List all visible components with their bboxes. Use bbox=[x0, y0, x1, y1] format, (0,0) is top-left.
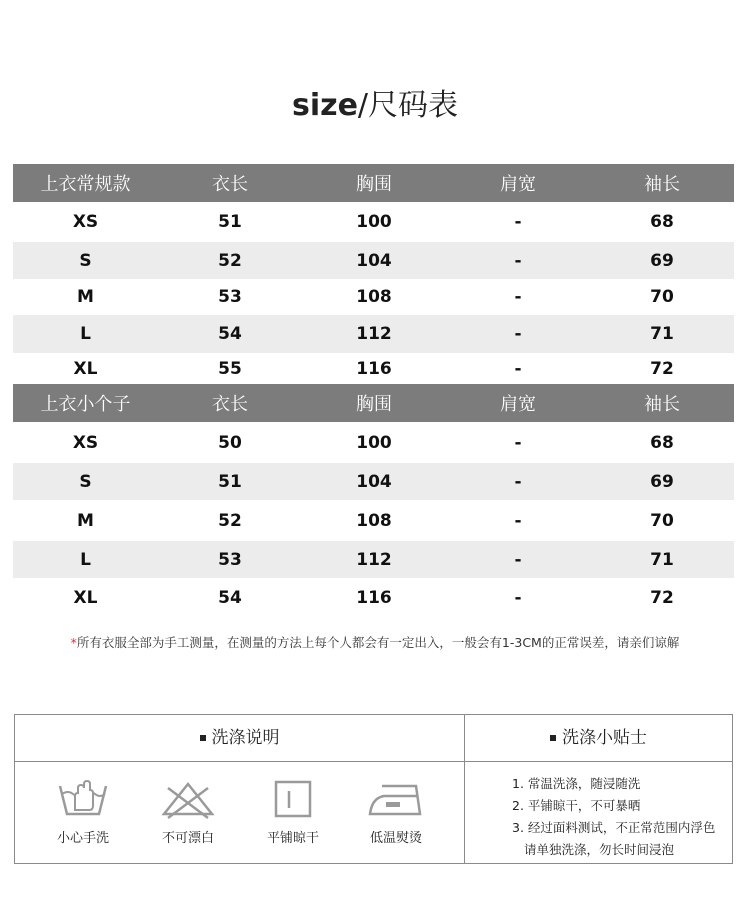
care-item-hand-wash bbox=[38, 780, 128, 846]
table-cell: 72 bbox=[650, 588, 674, 608]
table-cell: 72 bbox=[650, 358, 674, 379]
table-row bbox=[13, 353, 734, 384]
table-cell: 112 bbox=[356, 324, 392, 344]
table-cell: S bbox=[79, 471, 92, 492]
table-cell: - bbox=[514, 324, 522, 344]
table-cell: XS bbox=[72, 432, 99, 453]
title-en: size bbox=[291, 88, 358, 123]
table-cell: 70 bbox=[650, 287, 674, 307]
washing-tips-header bbox=[465, 715, 732, 761]
table-header-row bbox=[13, 384, 734, 422]
table-cell: 53 bbox=[218, 287, 242, 307]
table-row bbox=[13, 578, 734, 618]
table-cell: 100 bbox=[356, 432, 392, 453]
table-cell: 70 bbox=[650, 510, 674, 531]
table-cell: 116 bbox=[356, 588, 392, 608]
table-cell: XL bbox=[73, 588, 98, 608]
table-cell: 68 bbox=[650, 432, 674, 453]
table-cell: S bbox=[79, 250, 92, 271]
table-cell: 51 bbox=[218, 212, 242, 232]
washing-instructions-title: 洗涤说明 bbox=[211, 728, 280, 748]
table-row bbox=[13, 279, 734, 315]
table-row bbox=[13, 541, 734, 578]
table-cell: 54 bbox=[218, 588, 242, 608]
care-item-no-bleach bbox=[143, 780, 233, 846]
table-row bbox=[13, 202, 734, 242]
care-icons bbox=[15, 762, 464, 863]
table-cell: - bbox=[514, 212, 522, 232]
washing-tips-list bbox=[512, 773, 715, 861]
table-cell: - bbox=[514, 287, 522, 307]
table-cell: 116 bbox=[356, 358, 392, 379]
table-cell: - bbox=[514, 250, 522, 271]
table-cell: 104 bbox=[356, 250, 392, 271]
table-cell: L bbox=[80, 549, 91, 570]
table-cell: 100 bbox=[356, 212, 392, 232]
tip-item: 3. 经过面料测试，不正常范围内浮色 bbox=[512, 820, 716, 835]
table-cell: XS bbox=[72, 212, 99, 232]
header-cell: 上衣小个子 bbox=[40, 394, 131, 415]
title-cn: /尺码表 bbox=[357, 88, 459, 123]
table-row bbox=[13, 500, 734, 541]
table-cell: 53 bbox=[218, 549, 242, 570]
bullet-square-icon bbox=[200, 735, 206, 741]
note-star: * bbox=[70, 635, 77, 650]
table-cell: - bbox=[514, 588, 522, 608]
table-cell: 69 bbox=[650, 250, 674, 271]
table-cell: M bbox=[77, 287, 94, 307]
table-cell: 112 bbox=[356, 549, 392, 570]
table-cell: 52 bbox=[218, 250, 242, 271]
table-cell: XL bbox=[73, 358, 98, 379]
care-label: 低温熨烫 bbox=[369, 831, 422, 846]
note-text: 所有衣服全部为手工测量，在测量的方法上每个人都会有一定出入，一般会有1-3CM的正常误差，请亲们谅解 bbox=[76, 635, 680, 650]
table-cell: 50 bbox=[218, 432, 242, 453]
tip-item: 2. 平铺晾干，不可暴晒 bbox=[512, 798, 641, 813]
low-iron-icon bbox=[366, 780, 426, 820]
header-cell: 袖长 bbox=[644, 394, 680, 415]
table-cell: - bbox=[514, 358, 522, 379]
table-cell: M bbox=[77, 510, 94, 531]
dry-flat-icon bbox=[265, 780, 321, 820]
size-table-regular bbox=[13, 164, 734, 384]
table-cell: 52 bbox=[218, 510, 242, 531]
header-cell: 肩宽 bbox=[500, 394, 536, 415]
tip-item: 请单独洗涤，勿长时间浸泡 bbox=[524, 842, 675, 857]
hand-wash-icon bbox=[55, 780, 111, 820]
table-cell: 68 bbox=[650, 212, 674, 232]
table-cell: - bbox=[514, 549, 522, 570]
table-cell: 108 bbox=[356, 510, 392, 531]
care-label: 平铺晾干 bbox=[266, 831, 319, 846]
tip-item: 1. 常温洗涤，随浸随洗 bbox=[512, 776, 641, 791]
header-cell: 肩宽 bbox=[500, 174, 536, 195]
header-cell: 胸围 bbox=[356, 394, 392, 415]
header-cell: 上衣常规款 bbox=[40, 174, 131, 195]
table-cell: 71 bbox=[650, 549, 674, 570]
table-cell: 54 bbox=[218, 324, 242, 344]
table-cell: - bbox=[514, 510, 522, 531]
table-row bbox=[13, 422, 734, 463]
table-cell: L bbox=[80, 324, 91, 344]
care-item-low-iron bbox=[351, 780, 441, 846]
header-cell: 衣长 bbox=[212, 174, 248, 195]
header-cell: 衣长 bbox=[212, 394, 248, 415]
table-row bbox=[13, 315, 734, 353]
table-header-row bbox=[13, 164, 734, 202]
table-cell: - bbox=[514, 432, 522, 453]
no-bleach-icon bbox=[160, 780, 216, 820]
washing-instructions-header bbox=[15, 715, 464, 761]
care-item-dry-flat bbox=[248, 780, 338, 846]
table-row bbox=[13, 463, 734, 500]
page-title bbox=[0, 86, 750, 126]
care-label: 不可漂白 bbox=[161, 831, 214, 846]
table-row bbox=[13, 242, 734, 279]
table-cell: 104 bbox=[356, 471, 392, 492]
table-cell: 69 bbox=[650, 471, 674, 492]
table-cell: 51 bbox=[218, 471, 242, 492]
header-cell: 胸围 bbox=[356, 174, 392, 195]
bullet-square-icon bbox=[550, 735, 556, 741]
table-cell: - bbox=[514, 471, 522, 492]
care-label: 小心手洗 bbox=[56, 831, 109, 846]
care-panel bbox=[14, 714, 733, 864]
measurement-note bbox=[0, 633, 750, 651]
header-cell: 袖长 bbox=[644, 174, 680, 195]
table-cell: 108 bbox=[356, 287, 392, 307]
table-cell: 55 bbox=[218, 358, 242, 379]
table-cell: 71 bbox=[650, 324, 674, 344]
size-table-petite bbox=[13, 384, 734, 618]
washing-tips-title: 洗涤小贴士 bbox=[562, 728, 647, 748]
